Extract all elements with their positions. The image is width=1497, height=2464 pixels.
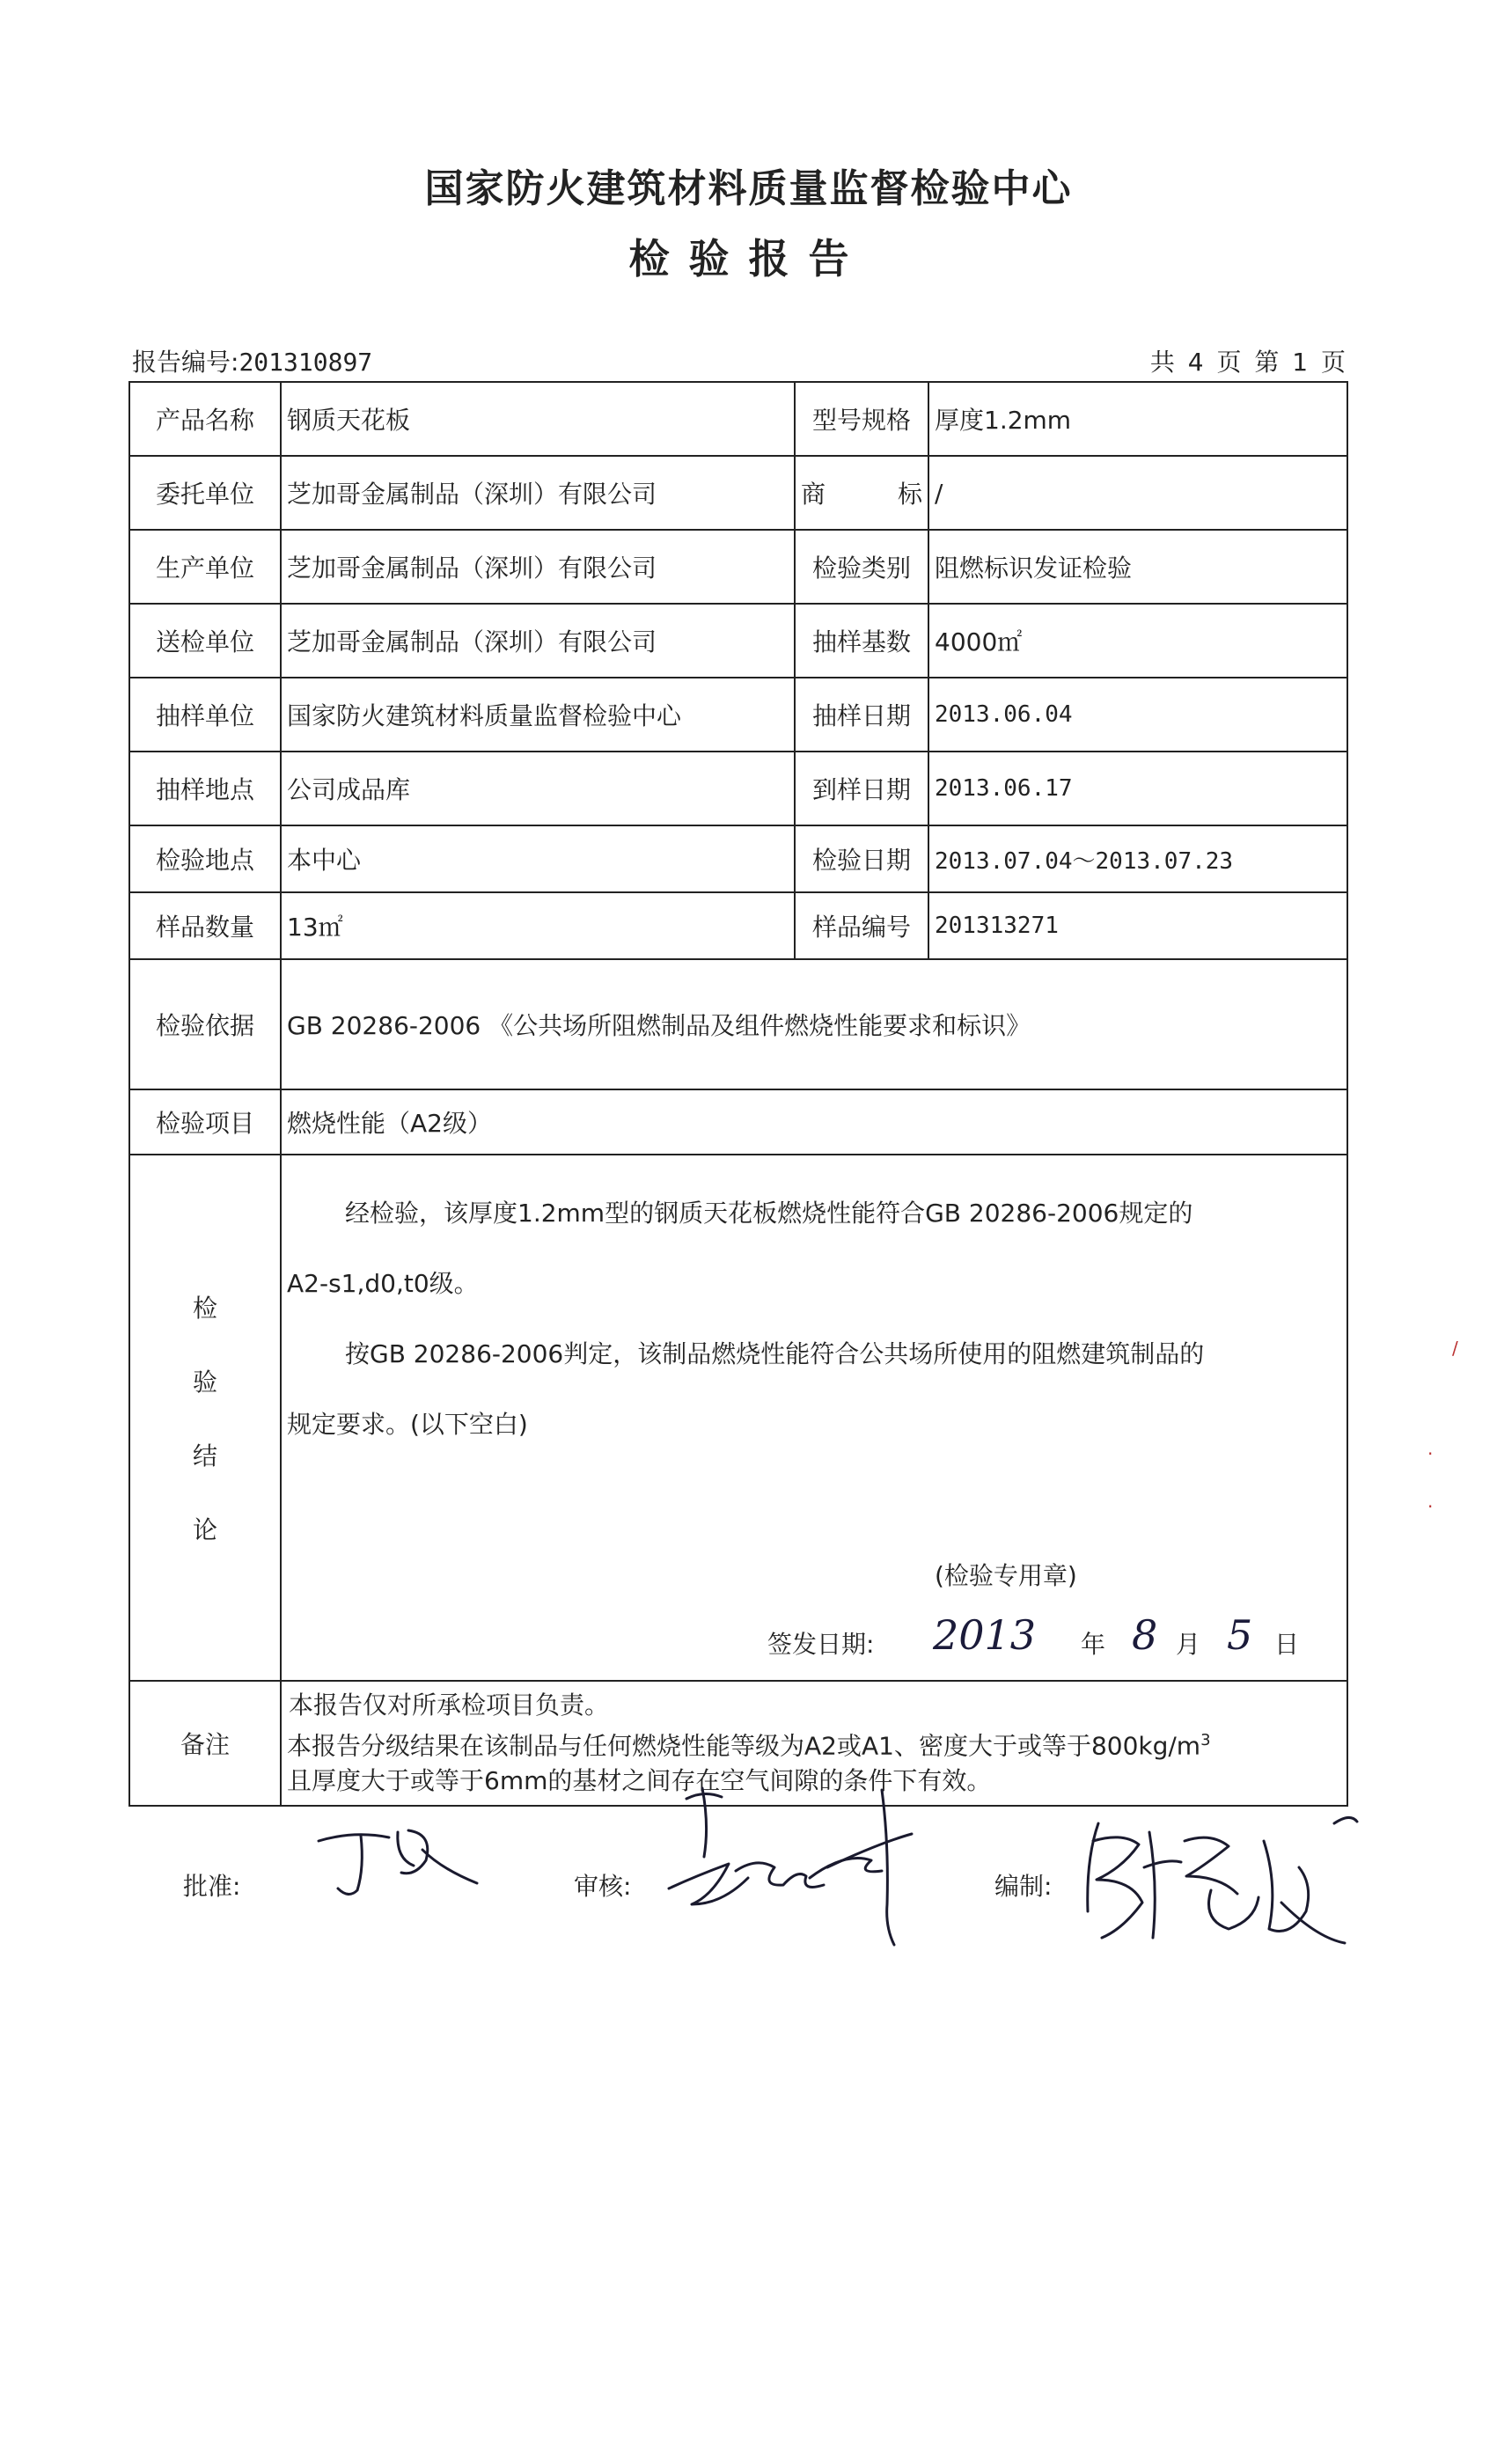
page-info: 共 4 页 第 1 页 [1149, 348, 1346, 377]
scan-mark: · [1427, 1496, 1434, 1517]
conclusion-text: 规定要求。(以下空白) [287, 1410, 528, 1439]
field-value: 2013.07.04～2013.07.23 [928, 825, 1347, 892]
field-label: 型号规格 [795, 382, 928, 456]
field-value: 芝加哥金属制品（深圳）有限公司 [281, 604, 795, 678]
field-value: 本中心 [281, 825, 795, 892]
table-row [129, 530, 1347, 604]
issue-month-handwritten: 8 [1132, 1611, 1158, 1659]
compile-label: 编制: [994, 1872, 1053, 1901]
field-value: 201313271 [928, 892, 1347, 959]
field-label: 委托单位 [129, 456, 281, 530]
issue-day-unit: 日 [1274, 1630, 1300, 1659]
remark-line [287, 1723, 1341, 1764]
report-number-label: 报告编号: [132, 348, 239, 377]
report-number [132, 343, 372, 378]
conclusion-text: 按GB 20286-2006判定，该制品燃烧性能符合公共场所使用的阻燃建筑制品的 [345, 1339, 1205, 1368]
field-label: 抽样地点 [129, 752, 281, 825]
table-row [129, 825, 1347, 892]
issue-year-handwritten: 2013 [933, 1611, 1037, 1659]
field-value: 钢质天花板 [281, 382, 795, 456]
remark-superscript: 3 [1200, 1730, 1211, 1749]
field-label: 样品编号 [795, 892, 928, 959]
organization-title: 国家防火建筑材料质量监督检验中心 [424, 166, 1073, 211]
field-label: 抽样基数 [795, 604, 928, 678]
field-label: 检验类别 [795, 530, 928, 604]
field-label: 产品名称 [129, 382, 281, 456]
basis-label: 检验依据 [129, 959, 281, 1089]
table-row [129, 752, 1347, 825]
scan-mark: · [1427, 1443, 1434, 1464]
table-row [129, 604, 1347, 678]
basis-row [129, 959, 1347, 1089]
scan-mark: / [1452, 1338, 1458, 1359]
field-value: 芝加哥金属制品（深圳）有限公司 [281, 456, 795, 530]
field-value: 13㎡ [281, 892, 795, 959]
field-label: 送检单位 [129, 604, 281, 678]
issue-day-handwritten: 5 [1227, 1611, 1253, 1659]
compile-signature [1070, 1806, 1361, 1955]
review-label: 审核: [574, 1872, 632, 1901]
conclusion-text: A2-s1,d0,t0级。 [287, 1269, 479, 1298]
review-signature [651, 1772, 915, 1948]
approve-signature [310, 1815, 486, 1911]
basis-value: GB 20286-2006 《公共场所阻燃制品及组件燃烧性能要求和标识》 [281, 959, 1347, 1089]
table-row [129, 678, 1347, 752]
report-number-value: 201310897 [238, 348, 373, 377]
field-value: 4000㎡ [928, 604, 1347, 678]
field-label: 抽样日期 [795, 678, 928, 752]
report-title: 检验报告 [628, 235, 869, 282]
field-value: 2013.06.04 [928, 678, 1347, 752]
field-value: 公司成品库 [281, 752, 795, 825]
report-table [128, 381, 1348, 1807]
conclusion-label-char: 验 [192, 1368, 217, 1397]
conclusion-label-char: 检 [192, 1294, 217, 1323]
field-value: 阻燃标识发证检验 [928, 530, 1347, 604]
field-label: 到样日期 [795, 752, 928, 825]
field-value: 2013.06.17 [928, 752, 1347, 825]
field-label: 抽样单位 [129, 678, 281, 752]
table-row [129, 382, 1347, 456]
conclusion-label-char: 论 [192, 1515, 217, 1544]
remark-line: 本报告仅对所承检项目负责。 [289, 1690, 610, 1720]
remark-line: 且厚度大于或等于6mm的基材之间存在空气间隙的条件下有效。 [287, 1766, 992, 1796]
field-label: 检验地点 [129, 825, 281, 892]
field-label: 生产单位 [129, 530, 281, 604]
item-row [129, 1089, 1347, 1155]
issue-month-unit: 月 [1176, 1630, 1201, 1659]
conclusion-label [129, 1155, 281, 1681]
conclusion-row [129, 1155, 1347, 1681]
approve-label: 批准: [183, 1872, 241, 1901]
field-value: / [928, 456, 1347, 530]
field-label: 检验日期 [795, 825, 928, 892]
remarks-label: 备注 [129, 1681, 281, 1806]
issue-date-label: 签发日期: [767, 1630, 875, 1659]
table-row [129, 456, 1347, 530]
remark-line-text: 本报告分级结果在该制品与任何燃烧性能等级为A2或A1、密度大于或等于800kg/m [287, 1731, 1201, 1761]
conclusion-body [281, 1155, 1347, 1681]
field-value: 芝加哥金属制品（深圳）有限公司 [281, 530, 795, 604]
field-value: 国家防火建筑材料质量监督检验中心 [281, 678, 795, 752]
conclusion-label-char: 结 [192, 1441, 217, 1470]
field-value: 厚度1.2mm [928, 382, 1347, 456]
field-label: 样品数量 [129, 892, 281, 959]
inspection-stamp-label: (检验专用章) [935, 1561, 1077, 1590]
item-label: 检验项目 [129, 1089, 281, 1155]
table-row [129, 892, 1347, 959]
conclusion-text: 经检验，该厚度1.2mm型的钢质天花板燃烧性能符合GB 20286-2006规定的 [345, 1199, 1193, 1228]
item-value: 燃烧性能（A2级） [281, 1089, 1347, 1155]
field-label: 商标 [795, 456, 928, 530]
issue-year-unit: 年 [1081, 1630, 1106, 1659]
